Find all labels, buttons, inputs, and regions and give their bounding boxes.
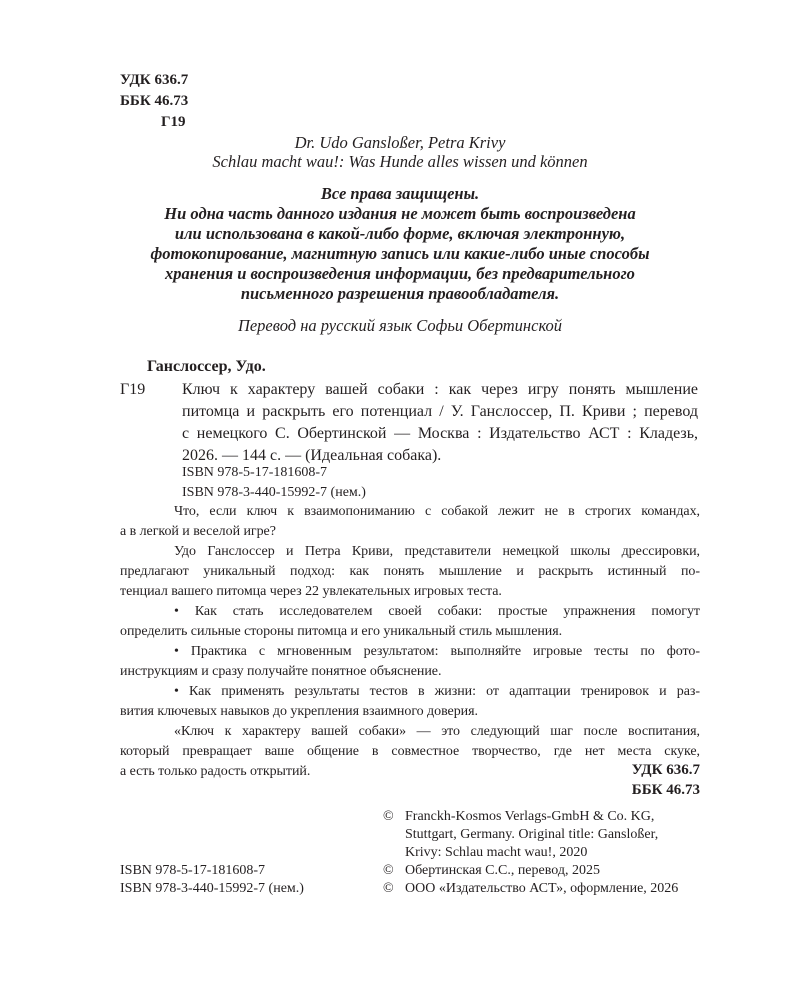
udk-code: УДК 636.7	[120, 72, 189, 88]
copyright-line: Обертинская С.С., перевод, 2025	[405, 863, 600, 878]
isbn-line: ISBN 978-5-17-181608-7	[182, 465, 328, 480]
catalog-isbn-block	[182, 463, 366, 503]
copyright-symbol: ©	[383, 881, 394, 896]
imprint-isbn-line: ISBN 978-3-440-15992-7 (нем.)	[120, 881, 304, 896]
rights-notice	[130, 184, 670, 304]
rights-line: фотокопирование, магнитную запись или какие-либо иные способы	[150, 244, 650, 263]
catalog-description-line: с немецкого С. Обертинской — Москва : Издательство АСТ : Кладезь,	[182, 425, 698, 442]
annotation-line: инструкциям и сразу получайте понятное объяснение.	[120, 664, 442, 679]
copyright-block	[383, 808, 713, 898]
isbn-line: ISBN 978-3-440-15992-7 (нем.)	[182, 485, 366, 500]
catalog-description	[182, 379, 698, 467]
annotation-line: «Ключ к характеру вашей собаки» — это следующий шаг после воспитания,	[174, 724, 700, 739]
copyright-entry	[383, 862, 713, 880]
annotation-line: а есть только радость открытий.	[120, 764, 311, 779]
annotation	[120, 502, 700, 782]
bbk-code: ББК 46.73	[120, 93, 189, 109]
copyright-line: Krivy: Schlau macht wau!, 2020	[405, 845, 588, 860]
annotation-line: тенциал вашего питомца через 22 увлекательных игровых теста.	[120, 584, 502, 599]
catalog-description-line: питомца и раскрыть его потенциал / У. Ганслоссер, П. Криви ; перевод	[182, 403, 698, 420]
rights-line: или использована в какой-либо форме, включая электронную,	[174, 224, 626, 243]
annotation-line: • Как стать исследователем своей собаки: простые упражнения помогут	[174, 604, 700, 619]
copyright-line: Franckh-Kosmos Verlags-GmbH & Co. KG,	[405, 809, 655, 824]
annotation-line: определить сильные стороны питомца и его уникальный стиль мышления.	[120, 624, 563, 639]
translation-credit: Перевод на русский язык Софьи Обертинской	[237, 316, 563, 335]
catalog-code: Г19	[120, 381, 146, 398]
annotation-line: предлагают уникальный подход: как понять мышление и раскрыть истинный по-	[120, 564, 700, 579]
imprint-isbn-line: ISBN 978-5-17-181608-7	[120, 863, 266, 878]
annotation-line: • Практика с мгновенным результатом: выполняйте игровые тесты по фото-	[174, 644, 700, 659]
annotation-line: • Как применять результаты тестов в жизни: от адаптации тренировок и раз-	[174, 684, 700, 699]
annotation-line: Удо Ганслоссер и Петра Криви, представители немецкой школы дрессировки,	[174, 544, 700, 559]
catalog-author-heading: Ганслоссер, Удо.	[147, 358, 266, 375]
imprint-isbn-block	[120, 862, 304, 898]
original-authors: Dr. Udo Gansloßer, Petra Krivy	[294, 133, 506, 152]
annotation-line: вития ключевых навыков до укрепления взаимного доверия.	[120, 704, 478, 719]
classification-repeat	[560, 760, 700, 800]
copyright-line: ООО «Издательство АСТ», оформление, 2026	[405, 881, 679, 896]
copyright-entry	[383, 880, 713, 898]
copyright-entry	[383, 808, 713, 862]
rights-line: Ни одна часть данного издания не может быть воспроизведена	[164, 204, 636, 223]
bbk-code-repeat: ББК 46.73	[631, 782, 700, 798]
annotation-line: который превращает ваше общение в совместное творчество, где нет места скуке,	[120, 744, 700, 759]
annotation-line: Что, если ключ к взаимопониманию с собакой лежит не в строгих командах,	[174, 504, 700, 519]
copyright-symbol: ©	[383, 809, 394, 824]
original-edition	[140, 133, 660, 171]
classification-block	[120, 70, 188, 133]
rights-line: письменного разрешения правообладателя.	[240, 284, 560, 303]
copyright-symbol: ©	[383, 863, 394, 878]
rights-line: хранения и воспроизведения информации, без предварительного	[165, 264, 635, 283]
original-title: Schlau macht wau!: Was Hunde alles wissen und können	[212, 152, 588, 171]
udk-code-repeat: УДК 636.7	[631, 762, 700, 778]
catalog-description-line: 2026. — 144 с. — (Идеальная собака).	[182, 447, 442, 464]
annotation-line: а в легкой и веселой игре?	[120, 524, 276, 539]
rights-line: Все права защищены.	[320, 184, 480, 203]
copyright-line: Stuttgart, Germany. Original title: Gansloßer,	[405, 827, 659, 842]
catalog-description-line: Ключ к характеру вашей собаки : как через игру понять мышление	[182, 381, 698, 398]
author-mark: Г19	[161, 114, 186, 130]
